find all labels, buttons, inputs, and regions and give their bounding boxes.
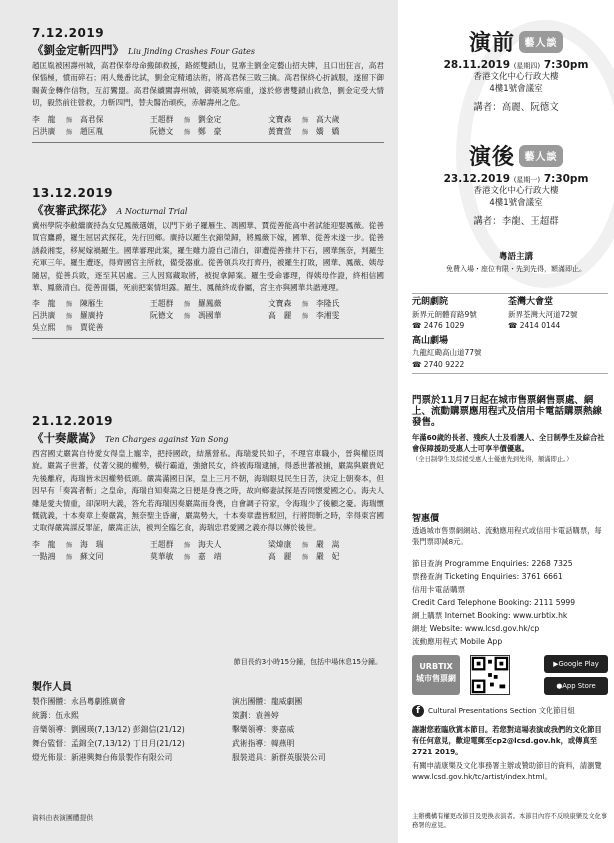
actor: 文寶森 — [268, 114, 292, 124]
language-line: 粵語主講 — [498, 252, 533, 262]
smart-text: 透過城市售票網網站、流動應用程式或信用卡電話購票，每張門票即減8元。 — [412, 526, 602, 546]
venue-row — [412, 297, 608, 332]
credit: 武術指導：韓燕明 — [232, 739, 295, 748]
phone-number: 2414 0144 — [519, 321, 561, 330]
divider — [412, 373, 608, 374]
app-badges — [412, 655, 608, 697]
cast-entry — [150, 126, 268, 138]
credit: 舞台監督：孟錦全(7,13/12) 丁日月(21/12) — [32, 739, 185, 748]
role-sep: 飾 — [184, 312, 191, 321]
credit: 服裝道具：新群英服裝公司 — [232, 753, 326, 762]
role-sep: 飾 — [184, 540, 191, 549]
actor: 梁煒康 — [268, 539, 292, 549]
talk-title: 演前 — [468, 30, 515, 56]
thanks-note — [412, 724, 608, 782]
programme-section — [32, 26, 384, 143]
ticket-sale-line: 門票於11月7日起在城市售票網售票處、網上、流動購票應用程式及信用卡電話購票熱線發售。 — [412, 395, 603, 428]
title-en: Liu Jinding Crashes Four Gates — [128, 47, 256, 56]
talk-heading — [426, 26, 606, 57]
cast-entry — [268, 539, 386, 551]
admission-line: 免費入場・座位有限・先到先得，額滿即止。 — [446, 265, 586, 273]
title-zh: 《夜審武探花》 — [32, 203, 113, 217]
disclaimer: 主辦機構有權更改節目及更換表演者。本節目內容不反映康樂及文化事務署的意見。 — [412, 813, 608, 829]
role: 馮國華 — [198, 311, 222, 321]
facebook-link[interactable] — [412, 705, 608, 717]
enquiry-list — [412, 557, 608, 648]
title-en: A Nocturnal Trial — [116, 207, 188, 216]
cast-row — [32, 310, 384, 322]
credit-card-label: 信用卡電話購票 — [412, 585, 466, 594]
google-play-label: Google Play — [558, 660, 599, 668]
cast-entry — [32, 551, 150, 563]
role-sep: 飾 — [302, 300, 309, 309]
actor: 黃寶萱 — [268, 126, 292, 136]
role-sep: 飾 — [302, 552, 309, 561]
programme-date: 7.12.2019 — [32, 26, 105, 40]
role-sep: 飾 — [302, 127, 309, 136]
programme-date: 21.12.2019 — [32, 414, 113, 428]
credit: 演出團體：龍威劇團 — [232, 697, 303, 706]
app-store-label: App Store — [562, 682, 596, 690]
venue-phone — [508, 320, 604, 332]
talk-speakers: 講者：高麗、阮德文 — [473, 102, 559, 113]
cast-row — [32, 126, 384, 138]
staff-row — [32, 737, 382, 751]
programme-enquiry: 節目查詢 Programme Enquiries: 2268 7325 — [412, 559, 573, 568]
actor: 王超群 — [150, 539, 174, 549]
venue-name: 元朗劇院 — [412, 297, 449, 307]
venue-list — [412, 290, 608, 377]
role-sep: 飾 — [66, 552, 73, 561]
talk-heading — [426, 140, 606, 171]
actor: 阮德文 — [150, 311, 174, 321]
venue-name: 荃灣大會堂 — [508, 297, 554, 307]
smart-price — [412, 514, 608, 547]
concession-note: （全日制學生及綜援受惠人士優惠先到先得，額滿即止。） — [412, 456, 573, 463]
programme-title — [32, 202, 384, 218]
staff-row — [32, 723, 382, 737]
role: 嚴 妃 — [316, 551, 340, 561]
cast-entry — [32, 539, 150, 551]
role: 賈從善 — [80, 323, 104, 333]
role: 陳雁生 — [80, 299, 104, 309]
actor: 高 麗 — [268, 311, 292, 321]
cast-entry — [150, 298, 268, 310]
synopsis: 冀州學院李敝繼廣持為女兒鳳薇選婿，以門下弟子羅雁生、馮國華、賈從善能高中者試能迎娶鳳薇。從善買官鷹爵，羅生屈居武探花，先行回鄉。廣持以羅生衣錦榮歸，將鳳薇下嫁，國華、從善未遂一步。從善誘殺湘雯，移屍嫁禍羅生。國華審理此案，羅生雖力證自己清白，卻遭從善推井下石，國華無奈，判羅生充軍三年。羅生遭逐，得齊國官主所救，備受器重。從善領兵攻打齊丹，被羅生打敗，國華、鳳薇、姨母隨居，從善兵敗，逐至其居處。三人因寫藏取將，被捉拿歸案。羅生受命審理，得姨母作證，終相信國華、鳳薇清白。從善面僵，死前把案情坦露。羅生、鳳薇終成眷屬，宮主亦與國華共諧連理。 — [32, 221, 384, 293]
role: 嬌 嬌 — [316, 126, 340, 136]
cast-entry — [32, 114, 150, 126]
credit: 擊樂領導：麥嘉威 — [232, 725, 295, 734]
venue-name: 高山劇場 — [412, 335, 449, 346]
talk-date: 23.12.2019 — [443, 173, 511, 185]
phone-number: 2476 1029 — [423, 321, 465, 330]
role: 嘉 靖 — [198, 551, 222, 561]
phone-icon: ☎ — [412, 359, 424, 369]
credit: 統籌：伍永熙 — [32, 711, 79, 720]
actor: 文寶森 — [268, 299, 292, 309]
artist-link[interactable]: www.lcsd.gov.hk/tc/artist/index.html。 — [412, 772, 552, 781]
cast-row — [32, 322, 384, 334]
pre-show-talk — [426, 26, 606, 113]
urbtix-logo — [412, 655, 460, 695]
talk-speakers: 講者：李龍、王超群 — [473, 216, 559, 227]
post-show-talk — [426, 140, 606, 227]
talk-venue: 香港文化中心行政大樓 — [473, 72, 559, 82]
actor: 高 麗 — [268, 551, 292, 561]
role: 劉金定 — [198, 114, 222, 124]
credit: 音樂領導：劉國瑛(7,13/12) 彭錦信(21/12) — [32, 725, 185, 734]
actor: 王超群 — [150, 114, 174, 124]
actor: 呂洪廣 — [32, 311, 56, 321]
role: 嚴 嵩 — [316, 539, 340, 549]
google-play-button[interactable] — [544, 655, 608, 673]
role: 海夫人 — [198, 539, 222, 549]
mobile-app-label: 流動應用程式 Mobile App — [412, 637, 503, 646]
language-note — [426, 250, 606, 274]
staff-row — [32, 751, 382, 765]
actor: 呂洪廣 — [32, 126, 56, 136]
venue-address: 九龍紅磡高山道77號 — [412, 348, 482, 357]
credit: 策劃：袁善婷 — [232, 711, 279, 720]
apple-icon: ● — [556, 682, 563, 690]
cast-entry — [150, 539, 268, 551]
talk-room: 4樓1號會議室 — [489, 198, 543, 208]
cast-entry — [268, 551, 386, 563]
urbtix-zh: 城市售票網 — [416, 674, 456, 683]
programme-section — [32, 186, 384, 339]
role-sep: 飾 — [184, 552, 191, 561]
feedback-text: 謝謝您蒞臨欣賞本節目。若您對這場表演或我們的文化節目有任何意見，歡迎電郵至cp2@lcsd.gov.hk，或傳真至 2721 2019。 — [412, 725, 602, 756]
phone-icon: ☎ — [412, 321, 424, 330]
qr-code-icon — [470, 655, 510, 695]
actor: 一點鴻 — [32, 551, 56, 561]
talk-time: 7:30pm — [543, 173, 589, 185]
concession-line: 年滿60歲的長者、殘疾人士及看護人、全日制學生及綜合社會保障援助受惠人士可享半價優惠。 — [412, 433, 605, 453]
cast-list — [32, 298, 384, 334]
play-icon: ▶ — [553, 660, 559, 668]
title-zh: 《十奏嚴嵩》 — [32, 431, 101, 445]
programme-date: 13.12.2019 — [32, 186, 113, 200]
talk-weekday: (星期四) — [513, 62, 541, 70]
badge — [519, 31, 563, 53]
title-en: Ten Charges against Yan Song — [105, 435, 229, 444]
programme-title — [32, 42, 384, 58]
role-sep: 飾 — [184, 127, 191, 136]
role-sep: 飾 — [66, 324, 73, 333]
role: 羅廣持 — [80, 311, 104, 321]
badge-text: 藝人談 — [524, 37, 558, 49]
talk-venue: 香港文化中心行政大樓 — [473, 186, 559, 196]
cast-entry — [268, 114, 386, 126]
badge-text: 藝人談 — [524, 151, 558, 163]
actor: 李 龍 — [32, 114, 56, 124]
cast-entry — [32, 322, 152, 334]
talk-date: 28.11.2019 — [443, 59, 511, 71]
actor: 吳立熙 — [32, 323, 56, 333]
cast-entry — [32, 298, 150, 310]
synopsis: 西宮國丈嚴嵩自侍愛女得皇上寵幸，把持國政，結黨營私。海瑞愛民如子，不理官車職小，晉與權臣周旋。嚴嵩子世蕃，仗著父親的權勢，橫行霸道，強搶民女，終被海瑞逮捕，得悉世蕃被捕，嚴嵩與嚴貴妃先後離府，海瑞皆未因權勢低頭。嚴嵩滿國日深，皇上三月不朝，海瑞眼見民生日苦，決定上朝奏本，但因早有「奏嵩者斬」之皇命，海瑞自知奏嵩之日便是身喪之時，故向鄉妻試探是否同懷愛國之心。海夫人雖是愛夫情重，卻深明大義，答允若海瑞因奏嚴嵩而身喪，自會調子符家，令海瑞少了後顧之憂。海瑞懷慨就義，十本奏章上奏嚴嵩，無奈聖主昏庸，嚴嵩勢大，十本奏章盡皆駁回，行將問斬之時，幸得東宮國丈取得嚴嵩謀反罪証，嚴嵩正法，被判全臨乞食，海瑞忠君愛國之義亦得以傳於後世。 — [32, 449, 384, 533]
role-sep: 飾 — [302, 115, 309, 124]
role: 鄭 豪 — [198, 126, 222, 136]
actor: 王超群 — [150, 299, 174, 309]
venue — [412, 336, 608, 371]
smart-title: 智惠價 — [412, 514, 440, 524]
internet-booking-link[interactable]: 網上購票 Internet Booking: www.urbtix.hk — [412, 611, 568, 620]
divider — [32, 338, 384, 339]
cast-entry — [268, 298, 386, 310]
cast-row — [32, 114, 384, 126]
talk-weekday: (星期一) — [513, 176, 541, 184]
source-note: 資料由表演團體提供 — [32, 814, 94, 822]
staff-heading: 製作人員 — [32, 682, 72, 693]
role: 李湘雯 — [316, 311, 340, 321]
role: 高大歲 — [316, 114, 340, 124]
phone-icon: ☎ — [508, 321, 520, 330]
programme-section — [32, 414, 384, 563]
role: 李隆氏 — [316, 299, 340, 309]
cast-row — [32, 298, 384, 310]
website-link[interactable]: 網址 Website: www.lcsd.gov.hk/cp — [412, 624, 540, 633]
role: 羅鳳薇 — [198, 299, 222, 309]
talk-room: 4樓1號會議室 — [489, 84, 543, 94]
facebook-icon: f — [412, 705, 424, 717]
cast-entry — [32, 310, 150, 322]
facebook-label: Cultural Presentations Section 文化節目組 — [428, 706, 575, 715]
role-sep: 飾 — [66, 540, 73, 549]
venue-address: 新界元朗體育路9號 — [412, 309, 477, 319]
runtime-note: 節目長約3小時15分鐘，包括中場休息15分鐘。 — [233, 658, 382, 666]
role: 高君保 — [80, 114, 104, 124]
cast-row — [32, 551, 384, 563]
credit: 燈光佈景：新港興舞台佈景製作有限公司 — [32, 753, 173, 762]
credit: 製作團體：永昌粵劇推廣會 — [32, 697, 126, 706]
cast-entry — [268, 310, 386, 322]
cast-entry — [150, 310, 268, 322]
badge — [519, 145, 563, 167]
info-panel — [398, 0, 614, 843]
talk-title: 演後 — [468, 144, 515, 170]
actor: 阮德文 — [150, 126, 174, 136]
staff-row — [32, 695, 382, 709]
role-sep: 飾 — [184, 300, 191, 309]
venue-address: 新界荃灣大河道72號 — [508, 309, 578, 319]
talk-time: 7:30pm — [543, 59, 589, 71]
urbtix-text: URBTIX — [419, 662, 453, 671]
programme-title — [32, 430, 384, 446]
divider — [32, 142, 384, 143]
cast-list — [32, 114, 384, 138]
title-zh: 《劉金定斬四門》 — [32, 43, 124, 57]
app-store-button[interactable] — [544, 677, 608, 695]
staff-row — [32, 709, 382, 723]
cast-entry — [32, 126, 150, 138]
venue-phone — [412, 320, 508, 332]
cast-list — [32, 539, 384, 563]
cast-entry — [268, 126, 386, 138]
role-sep: 飾 — [66, 127, 73, 136]
role-sep: 飾 — [66, 312, 73, 321]
role: 趙匡胤 — [80, 126, 104, 136]
talk-datetime — [426, 59, 606, 71]
actor: 李 龍 — [32, 299, 56, 309]
role-sep: 飾 — [302, 312, 309, 321]
actor: 莫華敏 — [150, 551, 174, 561]
ticket-info — [412, 395, 608, 465]
role-sep: 飾 — [66, 300, 73, 309]
cast-entry — [150, 114, 268, 126]
sponsorship-text: 有關申請康樂及文化事務署主辦或贊助節目的資料，請瀏覽 — [412, 761, 602, 770]
phone-number: 2740 9222 — [423, 359, 465, 369]
role-sep: 飾 — [66, 115, 73, 124]
role-sep: 飾 — [184, 115, 191, 124]
role: 海 瑞 — [80, 539, 104, 549]
talk-datetime — [426, 173, 606, 185]
divider — [412, 293, 608, 294]
venue-phone — [412, 359, 608, 371]
actor: 李 龍 — [32, 539, 56, 549]
cast-row — [32, 539, 384, 551]
venue — [508, 297, 604, 332]
role: 蘇文同 — [80, 551, 104, 561]
cast-entry — [150, 551, 268, 563]
credit-card-booking: Credit Card Telephone Booking: 2111 5999 — [412, 598, 576, 607]
staff-credits — [32, 678, 382, 765]
role-sep: 飾 — [302, 540, 309, 549]
venue — [412, 297, 508, 332]
synopsis: 趙匡胤被困壽州城，高君保奉母命搬師救援，路經雙鎖山，見寨主劉金定藝山招夫牌，且口出狂言，高君保惱極，憤而碎石；兩人幾番比試，劉金定精通法術，將高君保三敗三擒。高君保終心折誠服，遂留下御賜黃金轉作信物，互訂鸞盟。高君保續闖壽州城，御築風寒病重，遂於修書雙鎖山救急，劉金定受大情切，毅然前往營救，力斬四門，替夫醫治頑疾，赤解壽州之危。 — [32, 61, 384, 108]
ticketing-enquiry: 票務查詢 Ticketing Enquiries: 3761 6661 — [412, 572, 563, 581]
